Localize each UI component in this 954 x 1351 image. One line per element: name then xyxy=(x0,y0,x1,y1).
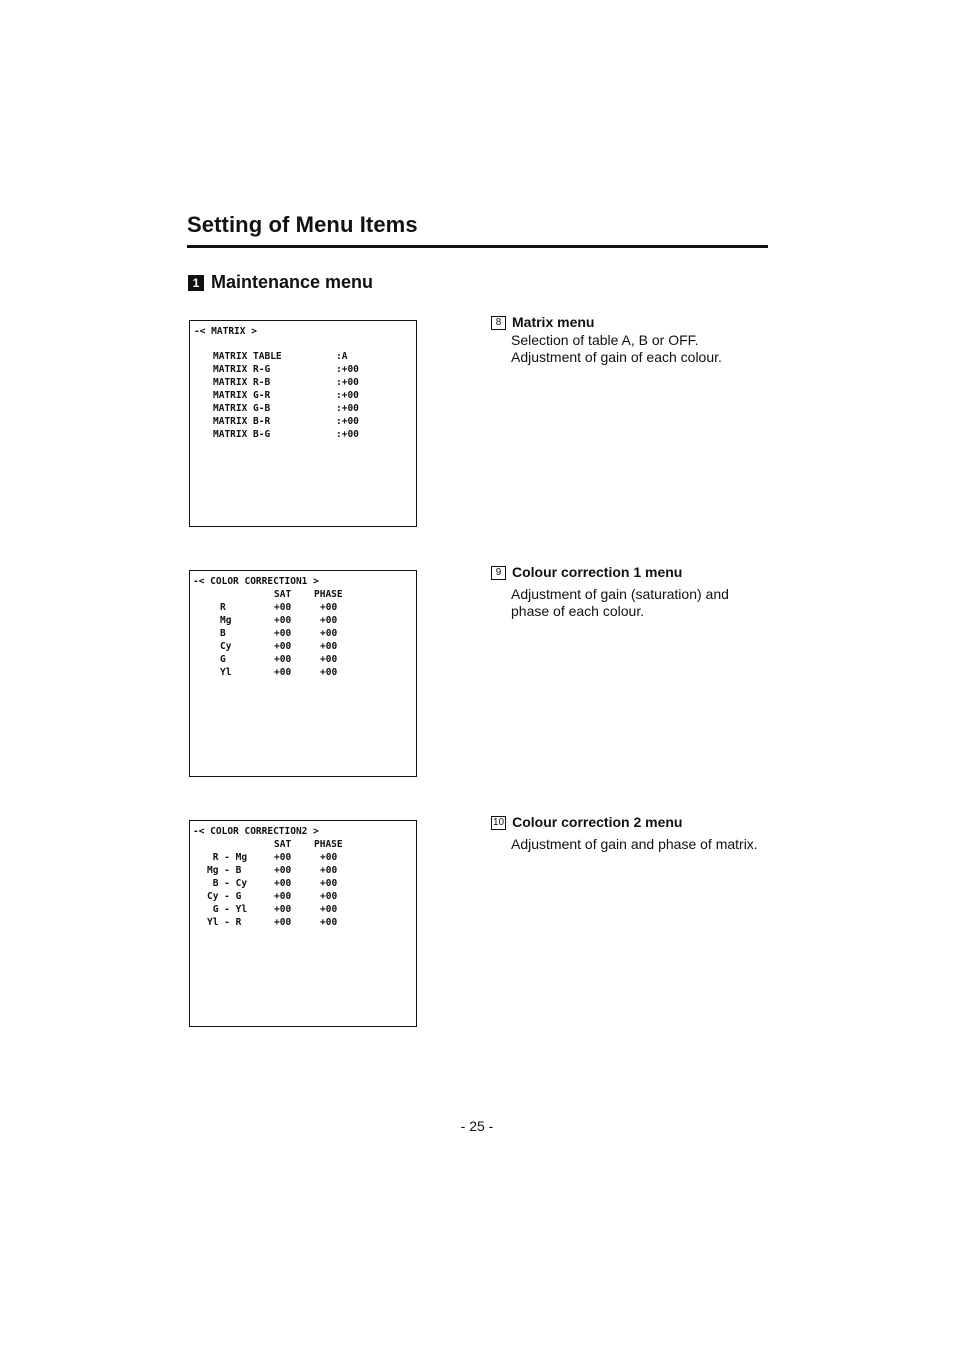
menu-title: Colour correction 1 menu xyxy=(512,564,683,580)
screen-row-sat: +00 xyxy=(274,654,292,665)
matrix-menu-description xyxy=(491,314,722,366)
menu-description-line: Adjustment of gain and phase of matrix. xyxy=(511,836,758,852)
screen-row-label: MATRIX G-R xyxy=(213,390,271,401)
screen-row-phase: +00 xyxy=(320,917,338,928)
menu-number-badge: 10 xyxy=(493,816,505,828)
screen-row-label: MATRIX R-G xyxy=(213,364,271,375)
screen-header: -< COLOR CORRECTION1 > xyxy=(193,576,319,587)
title-rule xyxy=(187,245,768,248)
screen-row-phase: +00 xyxy=(320,852,338,863)
screen-row-label: Yl xyxy=(220,667,232,678)
screen-row-label: Yl - R xyxy=(207,917,242,928)
screen-row-sat: +00 xyxy=(274,865,292,876)
screen-row-label: G xyxy=(220,654,226,665)
menu-description-line: Selection of table A, B or OFF. xyxy=(511,332,699,348)
menu-number-badge: 9 xyxy=(491,566,506,580)
screen-row-label: Cy - G xyxy=(207,891,242,902)
screen-row-phase: +00 xyxy=(320,628,338,639)
screen-row-phase: +00 xyxy=(320,878,338,889)
section-heading xyxy=(188,272,373,293)
color-correction1-screen xyxy=(189,570,417,777)
screen-row-phase: +00 xyxy=(320,891,338,902)
screen-row-label: R - Mg xyxy=(207,852,248,863)
screen-row-label: MATRIX B-R xyxy=(213,416,271,427)
screen-row-phase: +00 xyxy=(320,667,338,678)
column-header-sat: SAT xyxy=(274,839,292,850)
screen-row-phase: +00 xyxy=(320,904,338,915)
column-header-phase: PHASE xyxy=(314,589,343,600)
color-correction2-screen xyxy=(189,820,417,1027)
page-title: Setting of Menu Items xyxy=(187,212,418,237)
menu-description-line: phase of each colour. xyxy=(511,603,645,619)
screen-row-phase: +00 xyxy=(320,641,338,652)
screen-header: -< MATRIX > xyxy=(194,326,257,337)
screen-header: -< COLOR CORRECTION2 > xyxy=(193,826,319,837)
screen-row-value: :+00 xyxy=(336,403,359,414)
screen-row-label: B - Cy xyxy=(207,878,248,889)
menu-number-badge: 8 xyxy=(491,316,506,330)
section-number-badge: 1 xyxy=(188,275,204,291)
color-correction1-description xyxy=(491,564,729,620)
screen-row-sat: +00 xyxy=(274,641,292,652)
menu-title: Matrix menu xyxy=(512,314,595,330)
section-title: Maintenance menu xyxy=(211,272,374,292)
screen-row-label: MATRIX B-G xyxy=(213,429,271,440)
page-number: - 25 - xyxy=(460,1118,494,1134)
screen-row-label: Cy xyxy=(220,641,232,652)
color-correction2-description xyxy=(491,814,758,853)
screen-row-label: R xyxy=(220,602,226,613)
screen-row-label: B xyxy=(220,628,226,639)
screen-row-label: MATRIX G-B xyxy=(213,403,271,414)
screen-row-phase: +00 xyxy=(320,865,338,876)
screen-row-value: :A xyxy=(336,351,348,362)
screen-row-label: Mg xyxy=(220,615,232,626)
screen-row-label: MATRIX R-B xyxy=(213,377,271,388)
screen-row-sat: +00 xyxy=(274,667,292,678)
screen-row-sat: +00 xyxy=(274,904,292,915)
screen-row-sat: +00 xyxy=(274,917,292,928)
screen-row-sat: +00 xyxy=(274,878,292,889)
screen-row-phase: +00 xyxy=(320,615,338,626)
screen-row-sat: +00 xyxy=(274,628,292,639)
screen-row-value: :+00 xyxy=(336,377,359,388)
menu-title: Colour correction 2 menu xyxy=(512,814,683,830)
screen-row-label: G - Yl xyxy=(207,904,248,915)
screen-row-value: :+00 xyxy=(336,429,359,440)
menu-description-line: Adjustment of gain (saturation) and xyxy=(511,586,729,602)
screen-row-label: Mg - B xyxy=(207,865,242,876)
column-header-phase: PHASE xyxy=(314,839,343,850)
screen-row-value: :+00 xyxy=(336,390,359,401)
screen-row-phase: +00 xyxy=(320,602,338,613)
screen-row-sat: +00 xyxy=(274,615,292,626)
screen-row-value: :+00 xyxy=(336,364,359,375)
matrix-menu-screen xyxy=(189,320,417,527)
screen-row-sat: +00 xyxy=(274,852,292,863)
screen-row-sat: +00 xyxy=(274,602,292,613)
screen-row-label: MATRIX TABLE xyxy=(213,351,282,362)
menu-description-line: Adjustment of gain of each colour. xyxy=(511,349,722,365)
screen-row-phase: +00 xyxy=(320,654,338,665)
column-header-sat: SAT xyxy=(274,589,292,600)
screen-row-sat: +00 xyxy=(274,891,292,902)
screen-row-value: :+00 xyxy=(336,416,359,427)
